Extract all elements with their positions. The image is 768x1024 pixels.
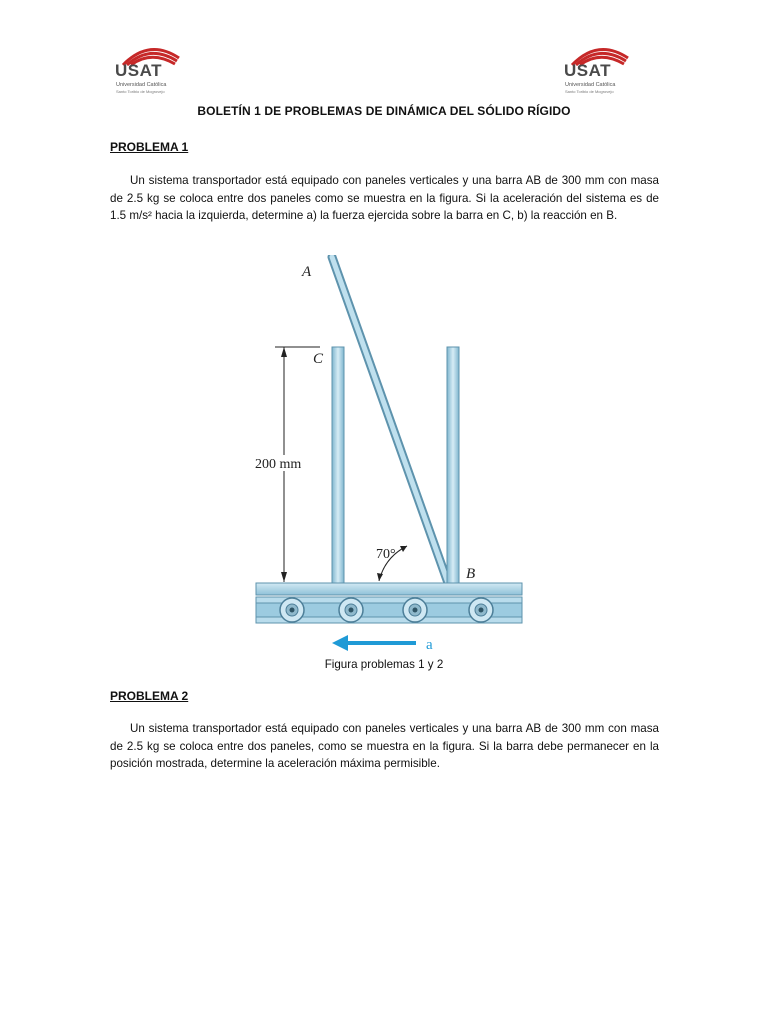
document-title: BOLETÍN 1 DE PROBLEMAS DE DINÁMICA DEL SÓLIDO RÍGIDO (197, 104, 571, 118)
usat-logo-left (113, 42, 185, 98)
logo-subtitle: Universidad Católica (565, 82, 616, 88)
label-c: C (313, 351, 324, 367)
acceleration-label: a (426, 637, 433, 653)
dimension-label: 200 mm (255, 457, 302, 472)
label-b: B (466, 566, 476, 582)
roller-icon (280, 598, 304, 622)
base-plate (256, 583, 522, 595)
logo-wordmark: USAT (564, 61, 612, 80)
acceleration-arrow-icon (332, 635, 416, 651)
problem-2-text: Un sistema transportador está equipado con paneles verticales y una barra AB de 300 mm con masa de 2.5 kg se coloca entre dos paneles, como se muestra en la figura. Si la barra debe permanecer en la posición mostrada, determine la aceleración máxima permisible. (110, 722, 659, 770)
logo-subtitle: Universidad Católica (116, 82, 167, 88)
usat-logo-right (562, 42, 634, 98)
roller-icon (403, 598, 427, 622)
label-a: A (302, 264, 312, 280)
logo-wordmark: USAT (115, 61, 163, 80)
roller-icon (469, 598, 493, 622)
problem-1-heading: PROBLEMA 1 (110, 140, 189, 154)
roller-icon (339, 598, 363, 622)
angle-label: 70° (376, 547, 396, 562)
left-panel (332, 347, 344, 585)
right-panel (447, 347, 459, 585)
problem-1-text: Un sistema transportador está equipado con paneles verticales y una barra AB de 300 mm con masa de 2.5 kg se coloca entre dos paneles como se muestra en la figura. Si la aceleración del sistema es de 1.5 m/s² hacia la izquierda, determine a) la fuerza ejercida sobre la barra en C, b) la reacción en B. (110, 174, 659, 222)
problem-2-heading: PROBLEMA 2 (110, 689, 189, 703)
figure-caption: Figura problemas 1 y 2 (324, 658, 444, 671)
logo-subtitle-2: Santo Toribio de Mogrovejo (116, 89, 165, 94)
conveyor-figure (250, 255, 530, 655)
logo-subtitle-2: Santo Toribio de Mogrovejo (565, 89, 614, 94)
